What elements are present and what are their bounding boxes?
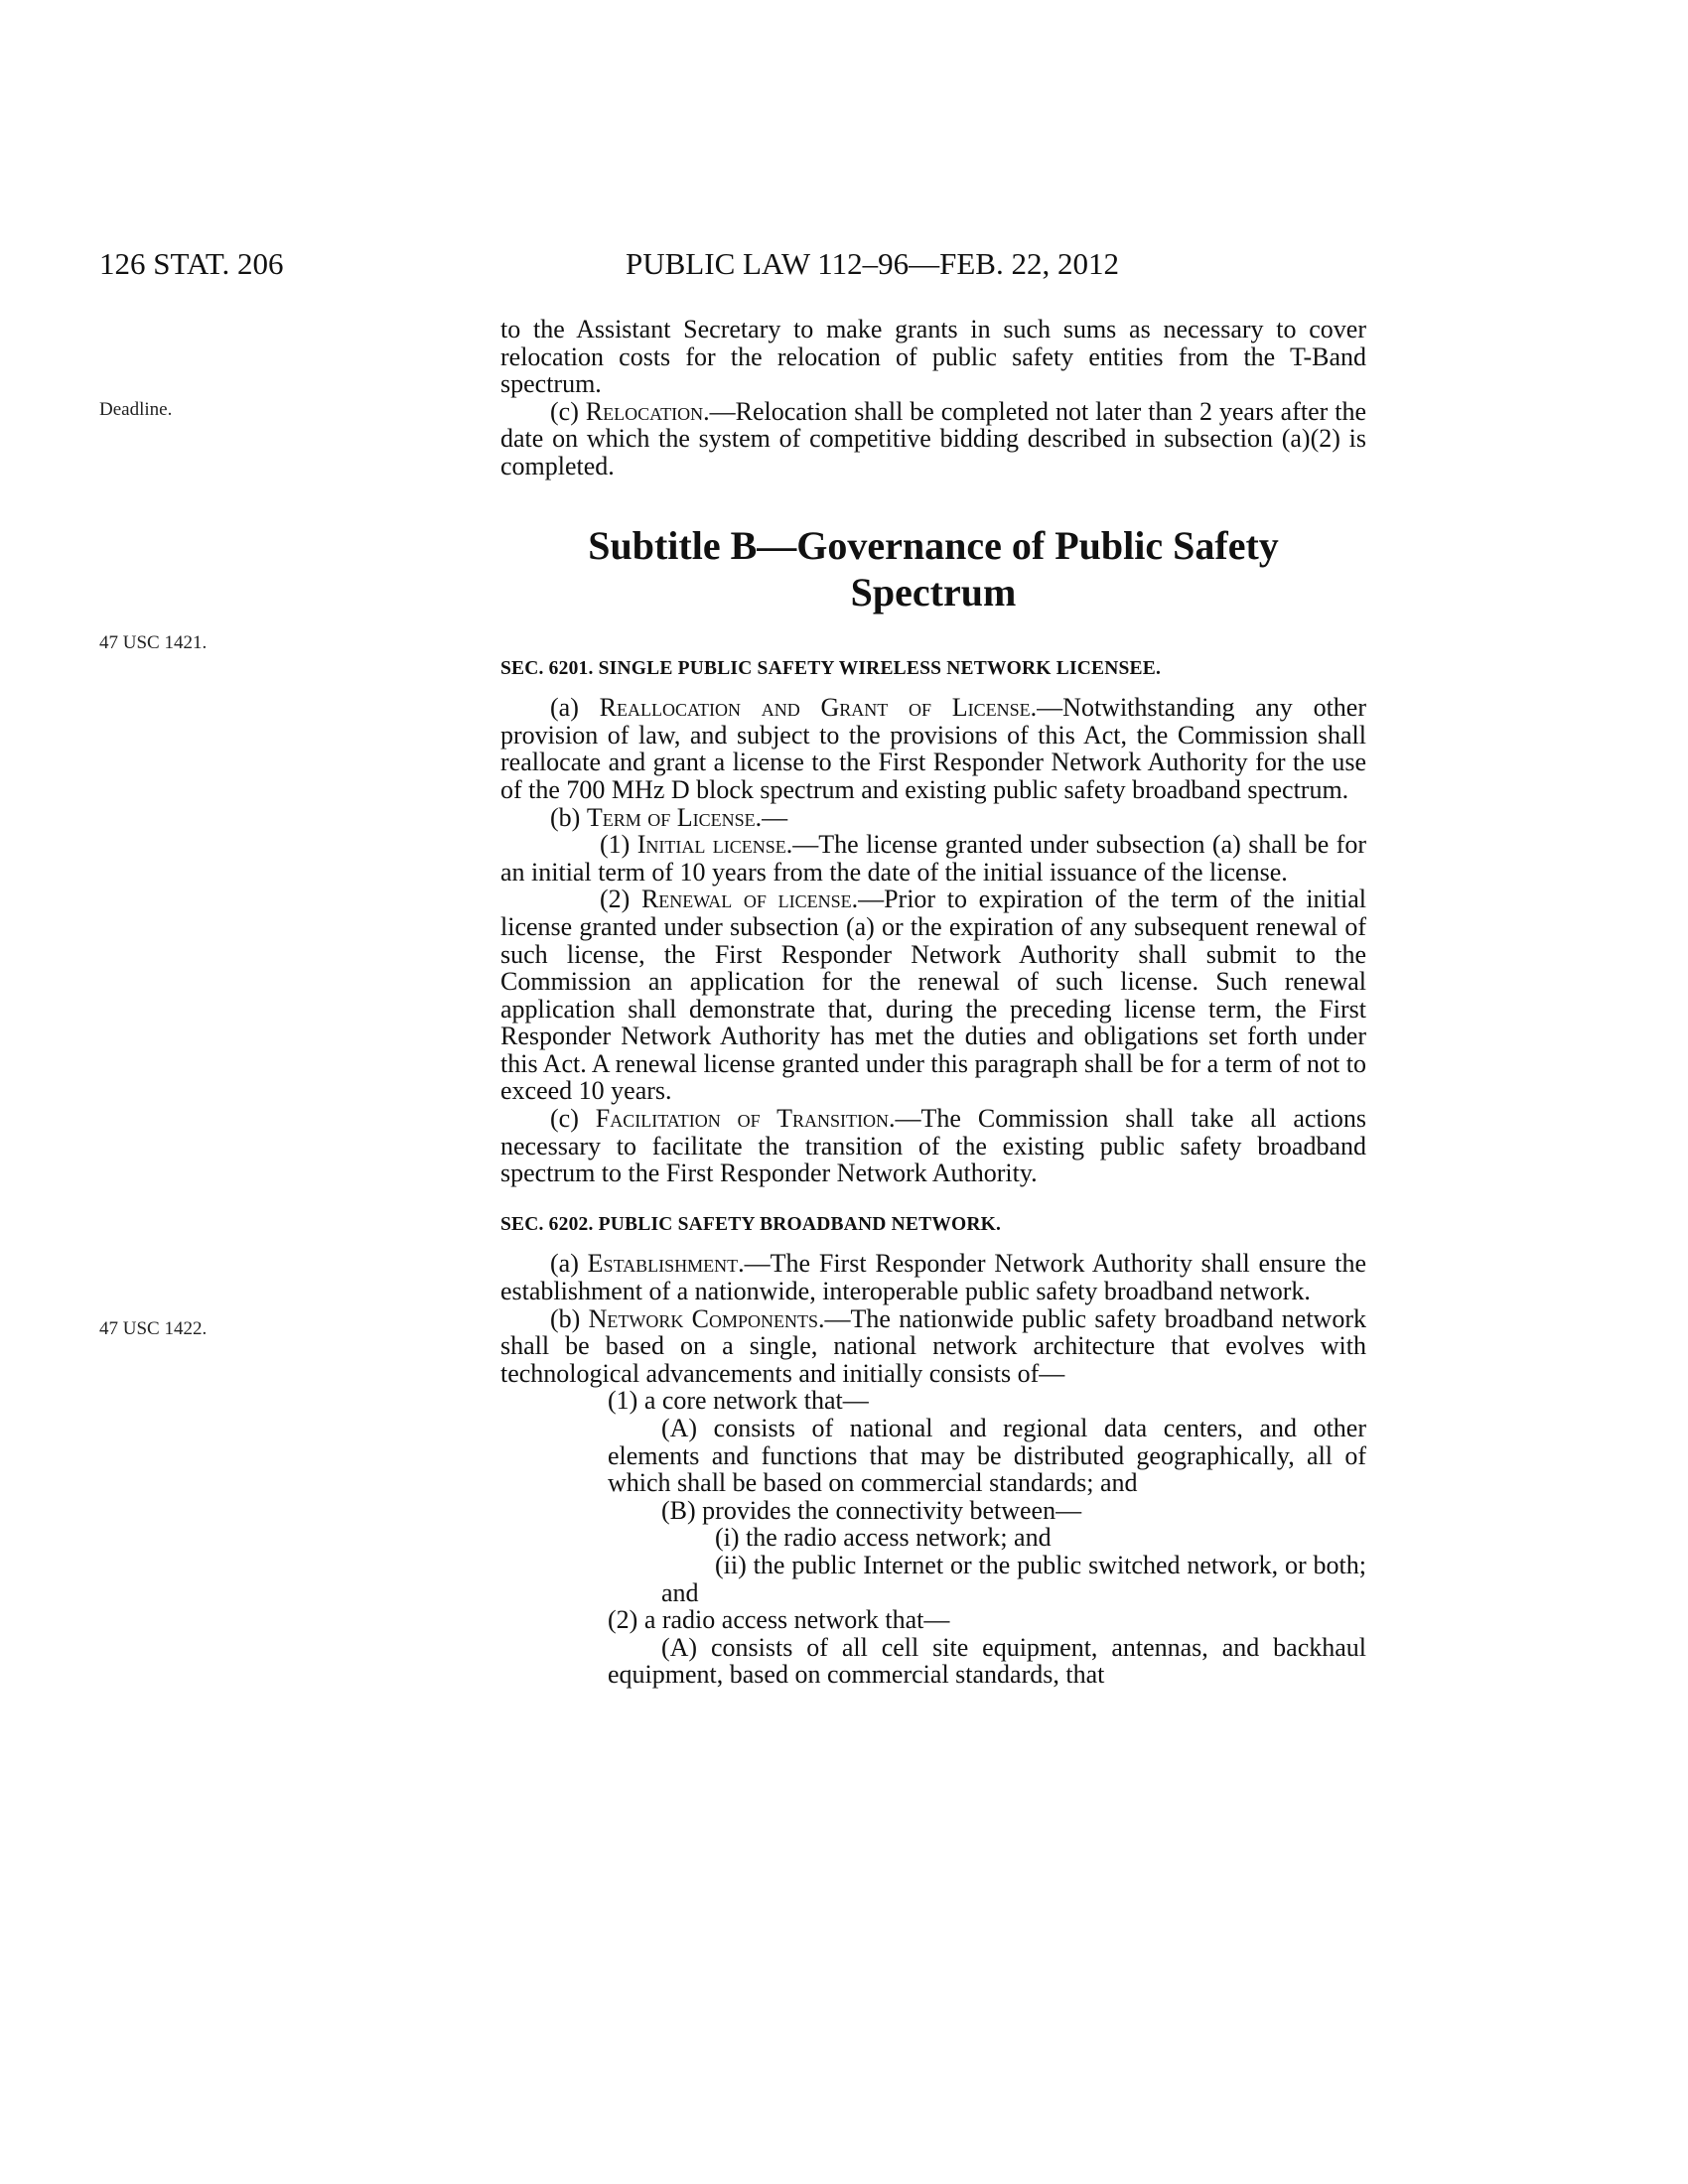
paragraph-label: (2) [600, 885, 641, 914]
paragraph-label: (1) [600, 830, 637, 860]
paragraph-heading: Initial license [636, 830, 786, 860]
paragraph-text: .—The nationwide public safety broadband network shall be based on a single, national network architecture that evolves with technological advancements and initially consists of— [500, 1303, 1366, 1388]
margin-note-deadline: Deadline. [99, 399, 173, 420]
section-6202-heading: SEC. 6202. PUBLIC SAFETY BROADBAND NETWORK. [500, 1213, 1002, 1235]
paragraph-label: (b) [550, 1303, 589, 1333]
paragraph-text: .—The Commission shall take all actions necessary to facilitate the transition of the existing public safety broadband spectrum to the First Responder Network Authority. [500, 1104, 1367, 1188]
paragraph-heading: Term of License [586, 802, 756, 832]
relocation-paragraph [500, 398, 1366, 480]
section-6201-b1 [500, 831, 1366, 886]
section-6201-b [500, 804, 1366, 832]
paragraph-text: .—The First Responder Network Authority shall ensure the establishment of a nationwide, interoperable public safety broadband network. [500, 1249, 1366, 1306]
section-6202-b2: (2) a radio access network that— [608, 1605, 950, 1635]
page-header [99, 246, 1192, 286]
subtitle-line-2: Spectrum [850, 569, 1017, 614]
paragraph-heading: Renewal of license [640, 885, 852, 914]
paragraph-label: (a) [550, 1249, 588, 1279]
section-6201-a [500, 694, 1366, 803]
section-6201-heading: SEC. 6201. SINGLE PUBLIC SAFETY WIRELESS NETWORK LICENSEE. [500, 657, 1162, 679]
section-6201-b2 [500, 886, 1366, 1105]
margin-note-usc-1421: 47 USC 1421. [99, 632, 208, 653]
paragraph-text: .—Notwithstanding any other provision of law, and subject to the provisions of this Act, the Commission shall reallocate and grant a license to the First Responder Network Authority for the use of the 700 MHz D block spectrum and existing public safety broadband spectrum. [500, 693, 1366, 804]
statute-page-number: 126 STAT. 206 [99, 246, 284, 281]
document-body [500, 316, 1366, 1689]
section-6202-b2-A: (A) consists of all cell site equipment, antennas, and backhaul equipment, based on commercial standards, that [608, 1632, 1366, 1690]
section-6202-b1-B-ii: (ii) the public Internet or the public switched network, or both; and [661, 1550, 1366, 1607]
paragraph-heading: Network Components [588, 1303, 819, 1333]
section-6202-b1-B-i: (i) the radio access network; and [715, 1523, 1052, 1553]
paragraph-heading: Relocation [585, 396, 704, 426]
section-6202-b [500, 1305, 1366, 1388]
margin-note-usc-1422: 47 USC 1422. [99, 1318, 208, 1339]
paragraph-text: .—Relocation shall be completed not later than 2 years after the date on which the system of competitive bidding described in subsection (a)(2) is completed. [500, 396, 1366, 480]
paragraph-label: (c) [550, 1104, 596, 1134]
subtitle-line-1: Subtitle B—Governance of Public Safety [588, 522, 1279, 568]
paragraph-text: .— [755, 802, 788, 832]
running-header-title: PUBLIC LAW 112–96—FEB. 22, 2012 [626, 246, 1119, 281]
paragraph-label: (b) [550, 802, 587, 832]
paragraph-label: (c) [550, 396, 586, 426]
paragraph-heading: Reallocation and Grant of License [599, 693, 1031, 723]
paragraph-label: (a) [550, 693, 600, 723]
paragraph-heading: Establishment [587, 1249, 739, 1279]
continuation-paragraph: to the Assistant Secretary to make grants in such sums as necessary to cover relocation costs for the relocation of public safety entities from the T-Band spectrum. [500, 315, 1366, 399]
subtitle-heading [500, 522, 1366, 615]
section-6201-c [500, 1105, 1366, 1187]
section-6202-a [500, 1250, 1366, 1304]
section-6202-b1-A: (A) consists of national and regional data centers, and other elements and functions that may be distributed geographically, all of which shall be based on commercial standards; and [608, 1414, 1366, 1498]
paragraph-text: .—The license granted under subsection (a) shall be for an initial term of 10 years from the date of the initial issuance of the license. [500, 830, 1366, 887]
section-6202-b1: (1) a core network that— [608, 1386, 869, 1416]
section-6202-b1-B: (B) provides the connectivity between— [661, 1495, 1082, 1525]
paragraph-heading: Facilitation of Transition [595, 1104, 890, 1134]
paragraph-text: .—Prior to expiration of the term of the initial license granted under subsection (a) or the expiration of any subsequent renewal of such license, the First Responder Network Authority shall submit to the Commission an application for the renewal of such license. Such renewal application shall demonstrate that, during the preceding license term, the First Responder Network Authority has met the duties and obligations set forth under this Act. A renewal license granted under this paragraph shall be for a term of not to exceed 10 years. [500, 885, 1366, 1106]
